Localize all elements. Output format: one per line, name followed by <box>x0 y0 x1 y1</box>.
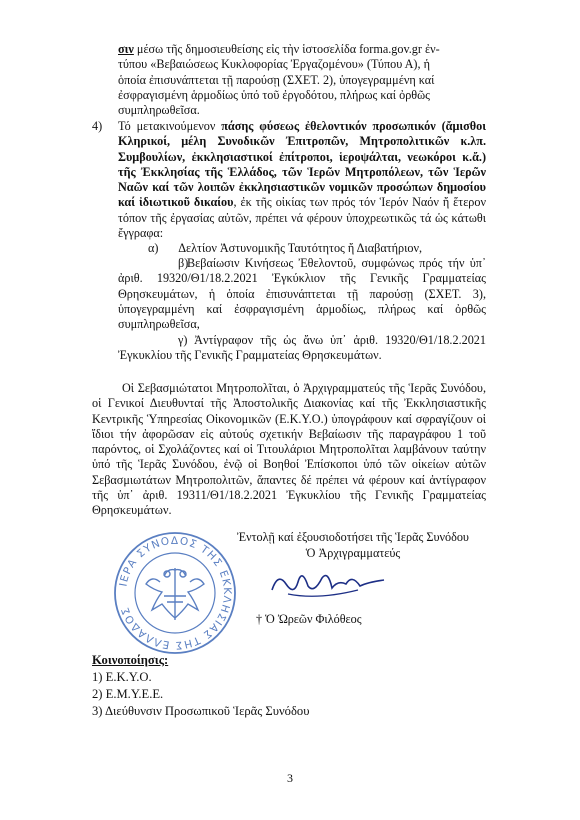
page-number: 3 <box>287 771 293 785</box>
sub-c-label: γ) <box>178 333 188 347</box>
distribution-item: 1) Ε.Κ.Υ.Ο. <box>92 670 152 684</box>
svg-text:ΙΕΡΑ ΣΥΝΟΔΟΣ ΤΗΣ ΕΚΚΛΗΣΙΑΣ ΤΗΣ: ΙΕΡΑ ΣΥΝΟΔΟΣ ΤΗΣ ΕΚΚΛΗΣΙΑΣ ΤΗΣ ΕΛΛΑΔΟΣ <box>117 534 234 652</box>
sub-a-text: Δελτίον Ἀστυνομικῆς Ταυτότητος ἤ Διαβατήριον, <box>178 241 423 255</box>
item-4-text-a: Τό μετακινούμενον <box>118 119 222 133</box>
item-4-sub-c <box>118 333 486 364</box>
sub-b-label: β) <box>178 256 189 270</box>
sub-a-label: α) <box>148 241 159 255</box>
handwritten-signature <box>268 560 388 608</box>
distribution-title: Κοινοποίησις: <box>92 653 169 667</box>
distribution-item: 2) Ε.Μ.Υ.Ε.Ε. <box>92 687 164 701</box>
item-4-sub-a <box>148 241 486 256</box>
signature-authority-line: Ἐντολῇ καί ἐξουσιοδοτήσει τῆς Ἱερᾶς Συνόδου <box>237 530 469 544</box>
item-4-bold-text: πάσης φύσεως ἐθελοντικόν προσωπικόν (ἄμισθοι Κληρικοί, μέλη Συνοδικῶν Ἐπιτροπῶν, Μητροπολιτικῶν κ.λπ. Συμβουλίων, ἐκκλησιαστικοί ἐπίτροποι, ἱεροψάλται, νεωκόροι κ.ἄ.) τῆς Ἐκκλησίας τῆς Ἑλλάδος, τῶν Ἱερῶν Μητροπόλεων, τῶν Ἱερῶν Ναῶν καί τῶν λοιπῶν ἐκκλησιαστικῶν νομικῶν προσώπων δημοσίου καί ἰδιωτικοῦ δικαίου <box>118 119 486 210</box>
text-line: ὁποία ἐπισυνάπτεται τῇ παρούσῃ (ΣΧΕΤ. 2), ὑπογεγραμμένη καί <box>118 72 435 87</box>
item-4-sub-b <box>118 256 486 332</box>
paragraph-continuation <box>118 42 486 118</box>
closing-paragraph: Οἱ Σεβασμιώτατοι Μητροπολῖται, ὁ Ἀρχιγραμματεύς τῆς Ἱερᾶς Συνόδου, οἱ Γενικοί Διευθυνταί τῆς Ἀποστολικῆς Διακονίας καί τῆς Ἐκκλησιαστικῆς Κεντρικῆς Ὑπηρεσίας Οἰκονομικῶν (Ε.Κ.Υ.Ο.) ὑπογράφουν καί σφραγίζουν οἱ ἴδιοι τήν ἀφορῶσαν εἰς αὐτούς σχετικήν Βεβαίωσιν τῆς παραγράφου 1 τοῦ παρόντος, οἱ Σχολάζοντες καί οἱ Τιτουλάριοι Μητροπολῖται λαμβάνουν ταύτην ὑπό τῆς Ἱερᾶς Συνόδου, ἐνῷ οἱ Βοηθοί Ἐπίσκοποι ὑπό τῶν οἰκείων αὐτῶν Σεβασμιωτάτων Μητροπολιτῶν, ἅπαντες δέ πρέπει νά φέρουν καί ἀντίγραφον τῆς ὑπ᾽ ἀριθ. 19311/Θ1/18.2.2021 Ἐγκυκλίου τῆς Γενικῆς Γραμματείας Θρησκευμάτων. <box>92 381 486 518</box>
signatory-name: † Ὁ Ὠρεῶν Φιλόθεος <box>256 612 362 626</box>
sub-c-text: Ἀντίγραφον τῆς ὡς ἄνω ὑπ᾽ ἀριθ. 19320/Θ1/18.2.2021 Ἐγκυκλίου τῆς Γενικῆς Γραμματείας Θρησκευμάτων. <box>118 333 486 363</box>
signature-title: Ὁ Ἀρχιγραμματεύς <box>305 546 401 560</box>
distribution-item: 3) Διεύθυνσιν Προσωπικοῦ Ἱερᾶς Συνόδου <box>92 704 310 718</box>
distribution-section <box>92 652 392 720</box>
item-4-text-b: , ἐκ τῆς οἰκίας των πρός τόν Ἱερόν Ναόν ἤ ἕτερον τόπον τῆς ἐργασίας αὐτῶν, πρέπει νά φέρουν ὑποχρεωτικῶς τά ὡς κάτωθι ἔγγραφα: <box>118 195 486 241</box>
sub-b-text: Βεβαίωσιν Κινήσεως Ἐθελοντοῦ, συμφώνως πρός τήν ὑπ᾽ ἀριθ. 19320/Θ1/18.2.2021 Ἐγκύκλιον τῆς Γενικῆς Γραμματείας Θρησκευμάτων, ἡ ὁποία ἐπισυνάπτεται τῇ παρούσῃ (ΣΧΕΤ. 3), ὑπογεγραμμένη καί ἐσφραγισμένη ἁρμοδίως, πλήρως καί ὀρθῶς συμπληρωθεῖσα, <box>118 256 486 332</box>
text-line: τύπου «Βεβαιώσεως Κυκλοφορίας Ἐργαζομένου» (Τύπου Α), ἡ <box>118 57 430 72</box>
text-line: συμπληρωθεῖσα. <box>118 103 200 118</box>
bold-fragment: σιν <box>118 42 134 56</box>
synod-seal-image <box>112 530 238 656</box>
item-4-number: 4) <box>92 119 103 133</box>
item-4-paragraph <box>118 119 486 241</box>
text-line: μέσω τῆς δημοσιευθείσης εἰς τὴν ἱστοσελίδα forma.gov.gr ἐν- <box>133 42 440 56</box>
text-line: ἐσφραγισμένη ἁρμοδίως ὑπό τοῦ ἐργοδότου, πλήρως καί ὀρθῶς <box>118 87 430 102</box>
